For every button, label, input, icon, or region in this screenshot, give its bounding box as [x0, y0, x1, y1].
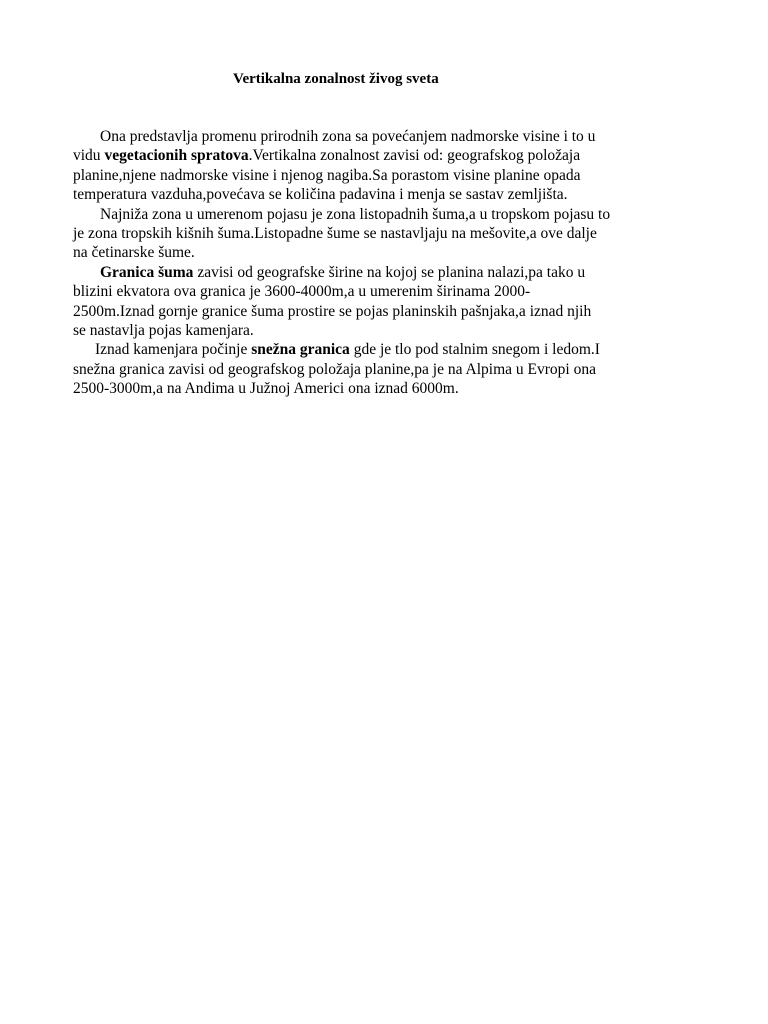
text-line: [73, 146, 713, 165]
text-line: [73, 360, 713, 379]
bold-term: snežna granica: [251, 341, 350, 359]
text-line: [73, 321, 713, 340]
text-line: [73, 263, 713, 282]
text-line: [73, 166, 713, 185]
text-segment: 2500m.Iznad gornje granice šuma prostire se pojas planinskih pašnjaka,a iznad njih: [73, 302, 592, 320]
document-title: Vertikalna zonalnost živog sveta: [233, 71, 439, 87]
text-line: [73, 302, 713, 321]
text-segment: .Vertikalna zonalnost zavisi od: geografskog položaja: [248, 147, 581, 165]
text-line: [73, 243, 713, 262]
text-segment: vidu: [73, 147, 105, 165]
text-line: [73, 282, 713, 301]
text-segment: se nastavlja pojas kamenjara.: [73, 321, 254, 339]
text-segment: planine,njene nadmorske visine i njenog nagiba.Sa porastom visine planine opada: [73, 166, 581, 184]
text-segment: blizini ekvatora ova granica je 3600-4000m,a u umerenim širinama 2000-: [73, 283, 531, 301]
text-segment: Iznad kamenjara počinje: [95, 341, 252, 359]
text-segment: Najniža zona u umerenom pojasu je zona listopadnih šuma,a u tropskom pojasu to: [100, 205, 611, 223]
text-line: [73, 185, 713, 204]
text-segment: 2500-3000m,a na Andima u Južnoj Americi ona iznad 6000m.: [73, 380, 459, 398]
bold-term: Granica šuma: [100, 263, 194, 281]
text-line: [73, 127, 713, 146]
text-line: [73, 205, 713, 224]
text-line: [73, 340, 713, 359]
text-segment: snežna granica zavisi od geografskog položaja planine,pa je na Alpima u Evropi ona: [73, 360, 596, 378]
text-line: [73, 224, 713, 243]
text-line: [73, 379, 713, 398]
text-segment: Ona predstavlja promenu prirodnih zona sa povećanjem nadmorske visine i to u: [100, 128, 596, 145]
text-segment: zavisi od geografske širine na kojoj se planina nalazi,pa tako u: [193, 263, 586, 281]
text-segment: gde je tlo pod stalnim snegom i ledom.I: [349, 341, 600, 359]
text-segment: na četinarske šume.: [73, 244, 195, 262]
document-body: [73, 127, 713, 398]
text-segment: je zona tropskih kišnih šuma.Listopadne šume se nastavljaju na mešovite,a ove dalje: [73, 224, 597, 242]
bold-term: vegetacionih spratova: [104, 147, 249, 165]
text-segment: temperatura vazduha,povećava se količina padavina i menja se sastav zemljišta.: [73, 186, 568, 204]
